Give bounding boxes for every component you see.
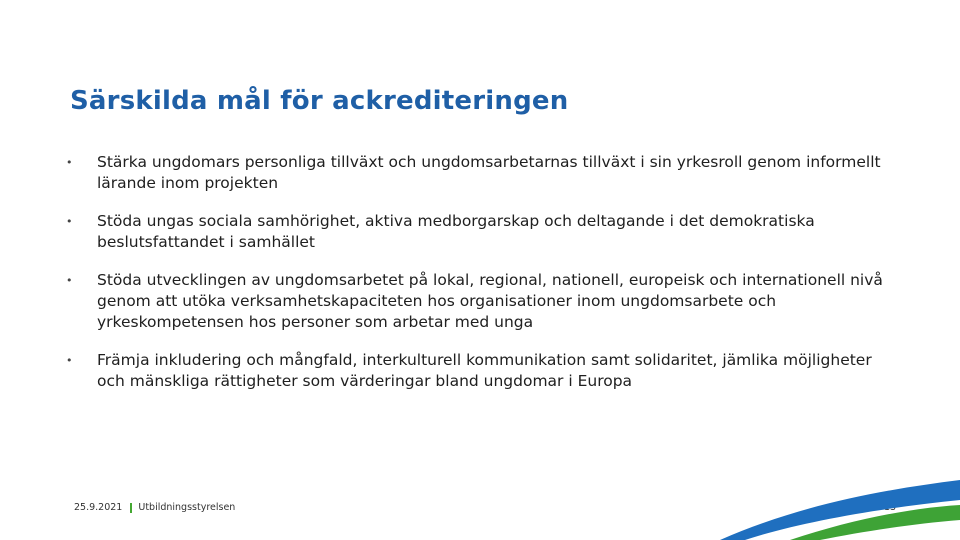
bullet-text: Stöda ungas sociala samhörighet, aktiva medborgarskap och deltagande i det demokratiska beslutsfattandet i samhället (97, 212, 815, 251)
bullet-marker: • (66, 354, 73, 367)
footer-date: 25.9.2021 (74, 502, 123, 513)
bullet-text: Främja inkludering och mångfald, interkulturell kommunikation samt solidaritet, jämlika möjligheter och mänskliga rättigheter som värderingar bland ungdomar i Europa (97, 351, 872, 390)
bullet-text: Stöda utvecklingen av ungdomsarbetet på lokal, regional, nationell, europeisk och internationell nivå genom att utöka verksamhetskapaciteten hos organisationer inom ungdomsarbete och yrkeskompetensen hos personer som arbetar med unga (97, 271, 883, 331)
slide-title: Särskilda mål för ackrediteringen (70, 86, 569, 116)
bullet-marker: • (66, 274, 73, 287)
footer-organization: Utbildningsstyrelsen (138, 502, 236, 513)
bullet-marker: • (66, 215, 73, 228)
bullet-marker: • (66, 156, 73, 169)
bullet-text: Stärka ungdomars personliga tillväxt och ungdomsarbetarnas tillväxt i sin yrkesroll genom informellt lärande inom projekten (97, 153, 881, 192)
